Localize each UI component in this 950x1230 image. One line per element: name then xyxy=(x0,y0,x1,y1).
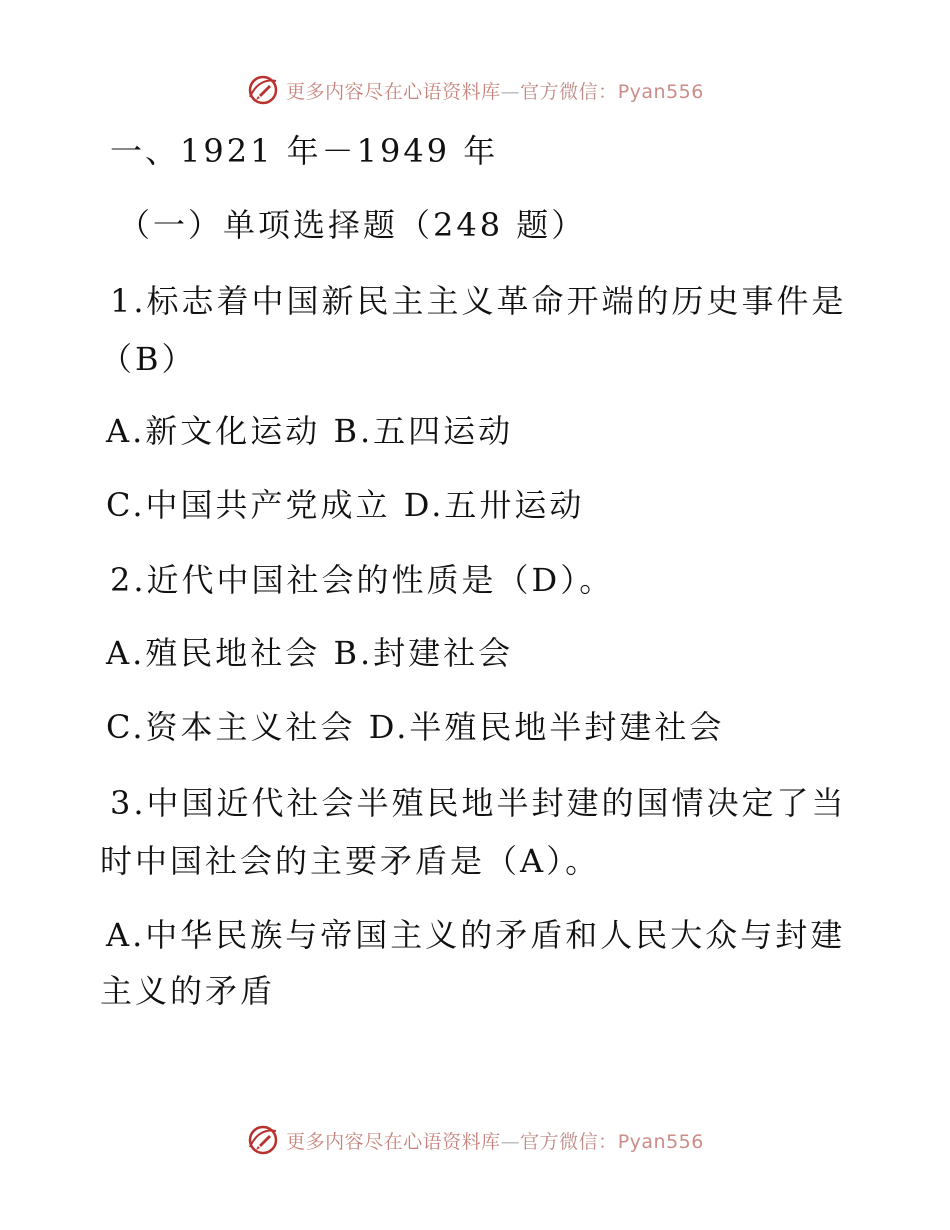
question-2-options-line1: A.殖民地社会 B.封建社会 xyxy=(106,634,514,672)
section-heading: 一、1921 年－1949 年 xyxy=(110,132,499,170)
banner-official: 官方微信： xyxy=(520,80,618,103)
banner-official: 官方微信： xyxy=(520,1130,618,1153)
banner-separator: — xyxy=(500,1130,521,1153)
section-subheading: （一）单项选择题（248 题） xyxy=(118,206,587,244)
question-1-stem-line2: （B） xyxy=(100,340,197,378)
banner-wechat-id: Pyan556 xyxy=(617,80,704,103)
banner-main: 更多内容尽在心语资料库 xyxy=(286,1130,501,1153)
header-banner xyxy=(0,70,950,110)
question-3-options-line1: A.中华民族与帝国主义的矛盾和人民大众与封建 xyxy=(106,916,846,954)
question-3-options-line2: 主义的矛盾 xyxy=(100,972,276,1010)
pen-logo-icon xyxy=(246,1123,280,1157)
pen-logo-icon xyxy=(246,73,280,107)
banner-separator: — xyxy=(500,80,521,103)
question-1-options-line1: A.新文化运动 B.五四运动 xyxy=(106,412,514,450)
question-2-options-line2: C.资本主义社会 D.半殖民地半封建社会 xyxy=(106,708,725,746)
question-3-stem-line1: 3.中国近代社会半殖民地半封建的国情决定了当 xyxy=(110,784,847,822)
footer-banner xyxy=(0,1120,950,1160)
banner-text xyxy=(286,77,704,104)
banner-text xyxy=(286,1127,704,1154)
question-3-stem-line2: 时中国社会的主要矛盾是（A）。 xyxy=(100,842,601,880)
question-1-stem-line1: 1.标志着中国新民主主义革命开端的历史事件是 xyxy=(110,282,847,320)
banner-main: 更多内容尽在心语资料库 xyxy=(286,80,501,103)
question-2-stem: 2.近代中国社会的性质是（D）。 xyxy=(110,561,615,599)
question-1-options-line2: C.中国共产党成立 D.五卅运动 xyxy=(106,486,585,524)
banner-wechat-id: Pyan556 xyxy=(617,1130,704,1153)
